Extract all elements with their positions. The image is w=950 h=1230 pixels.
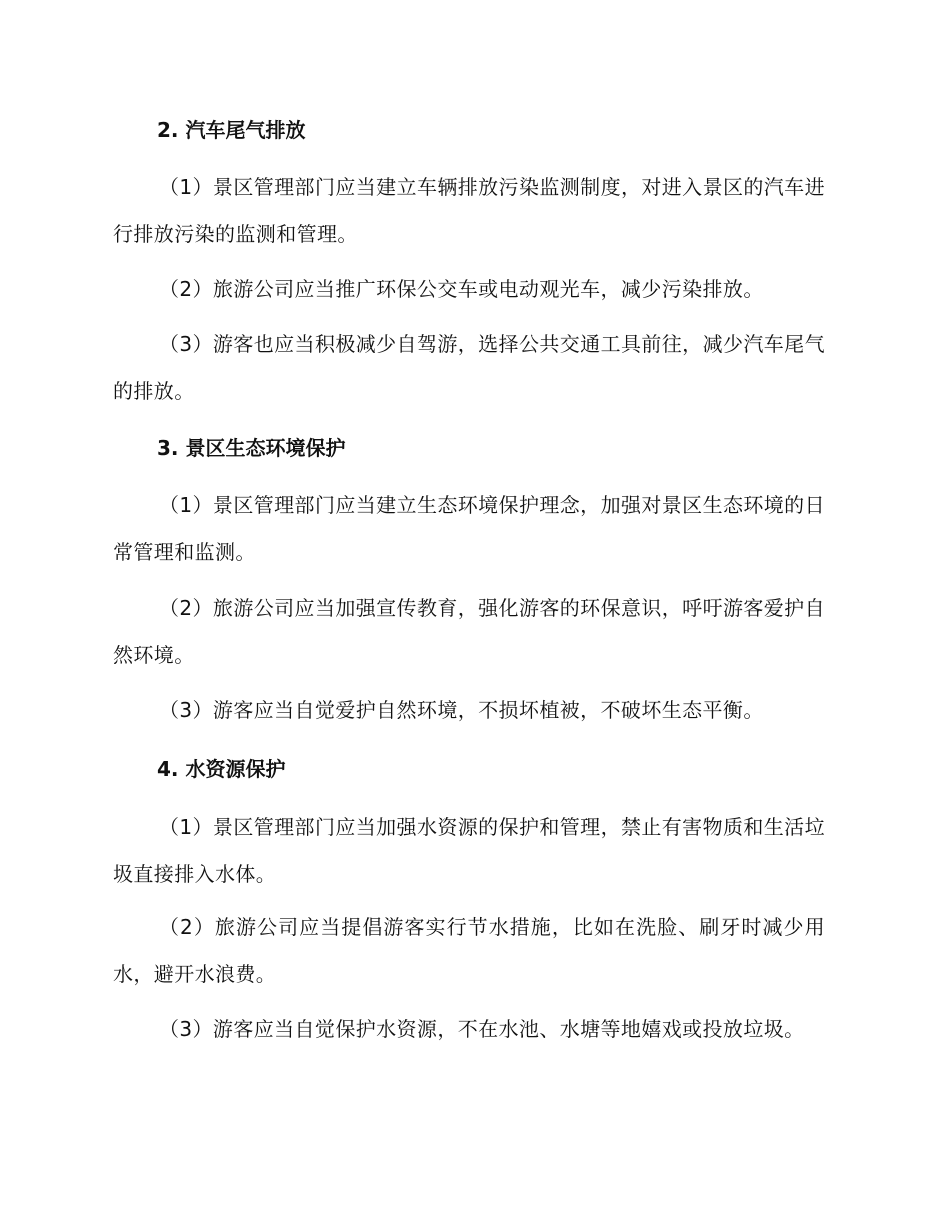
- paragraph-exhaust-3: （3）游客也应当积极减少自驾游，选择公共交通工具前往，减少汽车尾气的排放。: [113, 332, 825, 403]
- paragraph-exhaust-1: （1）景区管理部门应当建立车辆排放污染监测制度，对进入景区的汽车进行排放污染的监测和管理。: [113, 175, 825, 246]
- section-heading-ecology: 3. 景区生态环境保护: [157, 436, 346, 460]
- paragraph-water-1: （1）景区管理部门应当加强水资源的保护和管理，禁止有害物质和生活垃圾直接排入水体。: [113, 815, 825, 886]
- paragraph-ecology-1: （1）景区管理部门应当建立生态环境保护理念，加强对景区生态环境的日常管理和监测。: [113, 493, 825, 564]
- section-heading-water: 4. 水资源保护: [157, 757, 286, 781]
- section-heading-exhaust: 2. 汽车尾气排放: [157, 118, 306, 142]
- paragraph-ecology-3: （3）游客应当自觉爱护自然环境，不损坏植被，不破坏生态平衡。: [159, 698, 764, 722]
- paragraph-ecology-2: （2）旅游公司应当加强宣传教育，强化游客的环保意识，呼吁游客爱护自然环境。: [113, 596, 825, 667]
- paragraph-water-2: （2）旅游公司应当提倡游客实行节水措施，比如在洗脸、刷牙时减少用水，避开水浪费。: [113, 915, 825, 986]
- paragraph-exhaust-2: （2）旅游公司应当推广环保公交车或电动观光车，减少污染排放。: [159, 277, 764, 301]
- paragraph-water-3: （3）游客应当自觉保护水资源，不在水池、水塘等地嬉戏或投放垃圾。: [159, 1017, 805, 1041]
